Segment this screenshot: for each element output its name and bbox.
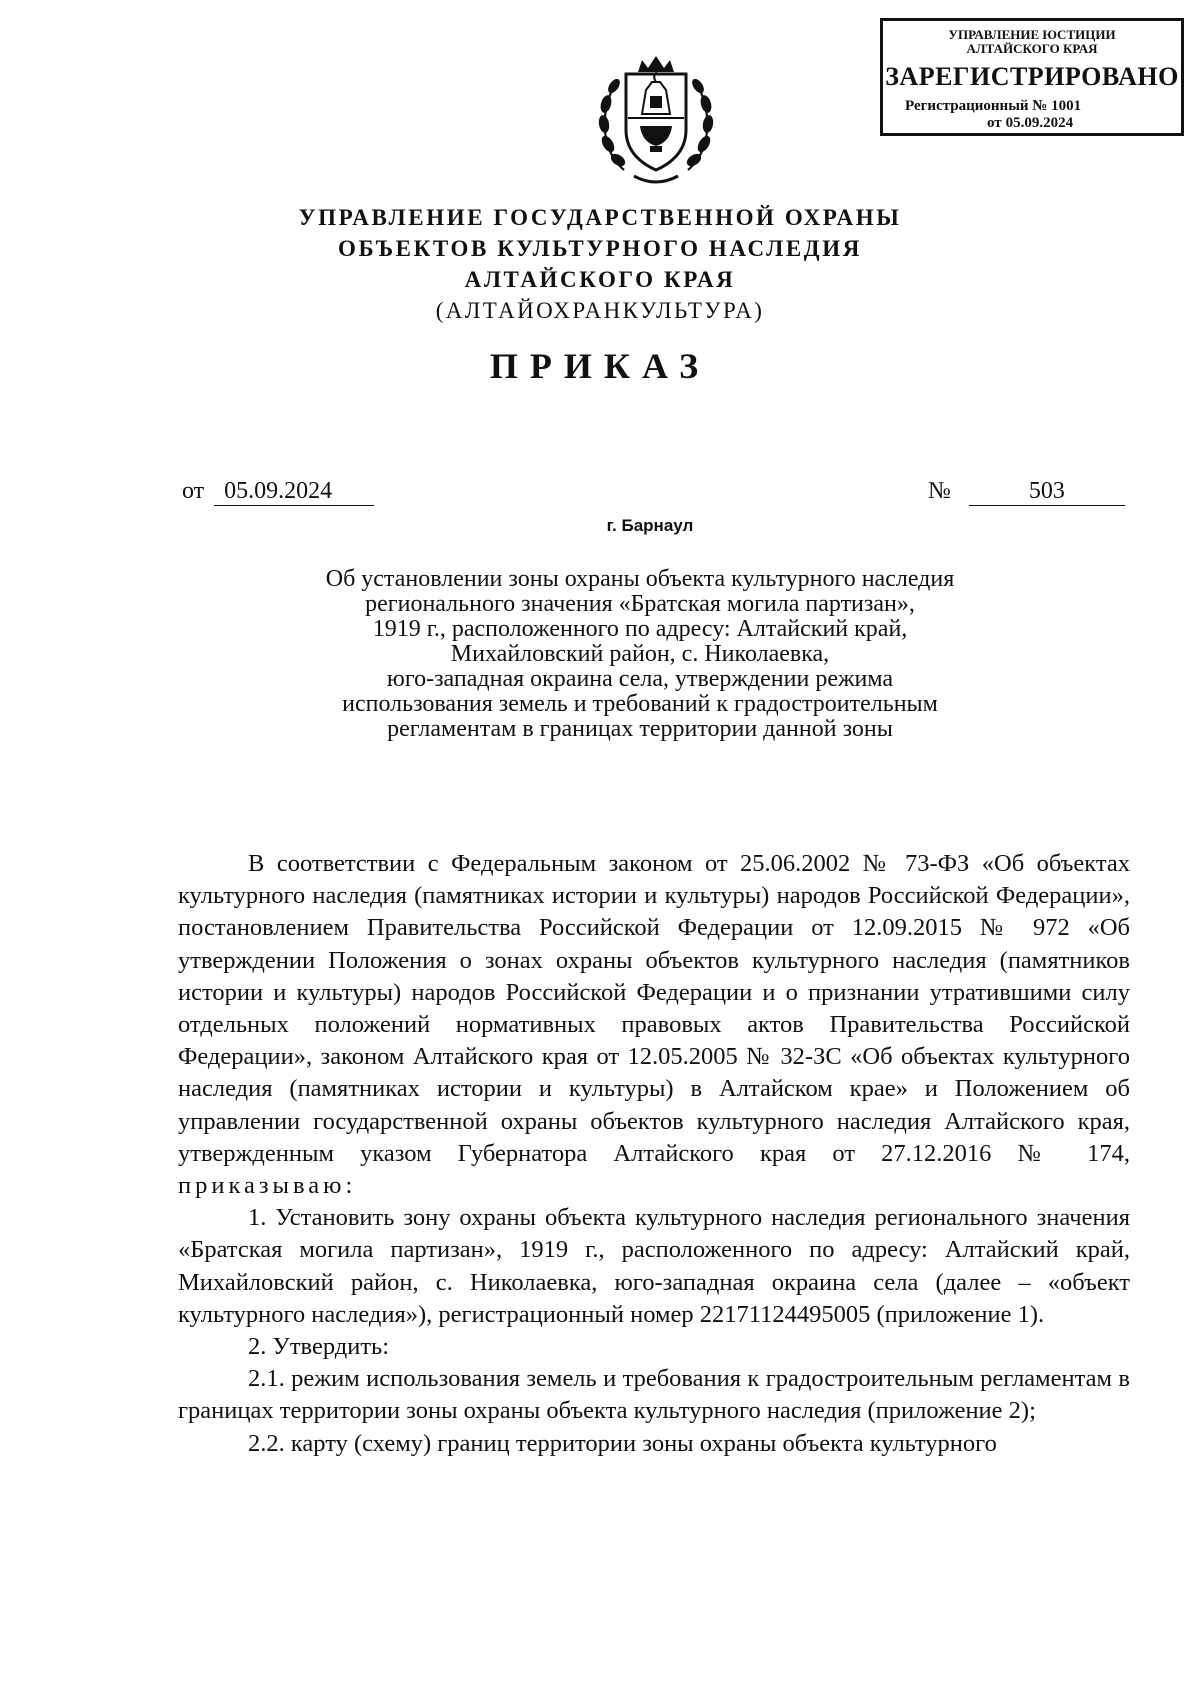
document-type-title: ПРИКАЗ [489, 346, 711, 386]
org-abbreviation: (АЛТАЙОХРАНКУЛЬТУРА) [435, 298, 765, 323]
org-name-line1: УПРАВЛЕНИЕ ГОСУДАРСТВЕННОЙ ОХРАНЫ [298, 205, 902, 230]
stamp-reg-date-row [983, 115, 1181, 131]
preamble-text: В соответствии с Федеральным законом от 25.06.2002 № 73-ФЗ «Об объектах культурного наследия (памятниках истории и культуры) народов Российской Федерации», постановлением Правительства Российской Федерации от 12.09.2015 № 972 «Об утверждении Положения о зонах охраны объектов культурного наследия (памятников истории и культуры) народов Российской Федерации и о признании утратившими силу отдельных положений нормативных правовых актов Правительства Российской Федерации», законом Алтайского края от 12.05.2005 № 32-ЗС «Об объектах культурного наследия (памятниках истории и культуры) в Алтайском крае» и Положением об управлении государственной охраны объектов культурного наследия Алтайского края, утвержденным указом Губернатора Алтайского края от 27.12.2016 № 174, [178, 850, 1130, 1167]
order-date: 05.09.2024 [214, 478, 374, 506]
item-2-1: 2.1. режим использования земель и требования к градостроительным регламентам в границах территории зоны охраны объекта культурного наследия (приложение 2); [178, 1365, 1130, 1425]
altai-krai-coat-of-arms-icon [594, 52, 718, 192]
stamp-reg-date: 05.09.2024 [1005, 115, 1074, 131]
stamp-status: ЗАРЕГИСТРИРОВАНО [885, 62, 1179, 91]
organization-header [0, 202, 1200, 326]
subject-line: Об установлении зоны охраны объекта культурного наследия [325, 566, 955, 592]
order-city: г. Барнаул [606, 516, 694, 535]
subject-line: 1919 г., расположенного по адресу: Алтайский край, [372, 616, 908, 642]
subject-line: Михайловский район, с. Николаевка, [450, 641, 830, 667]
stamp-reg-date-prefix: от [987, 115, 1002, 131]
org-name-line2: ОБЪЕКТОВ КУЛЬТУРНОГО НАСЛЕДИЯ [338, 236, 862, 261]
stamp-authority-line2: АЛТАЙСКОГО КРАЯ [966, 41, 1098, 56]
order-body [178, 848, 1130, 1460]
order-number-row [928, 478, 1125, 506]
item-2: 2. Утвердить: [248, 1333, 390, 1361]
stamp-reg-number: Регистрационный № 1001 [905, 98, 1082, 114]
order-number-label: № [928, 478, 951, 504]
item-2-2: 2.2. карту (схему) границ территории зоны охраны объекта культурного [248, 1429, 997, 1457]
preamble-paragraph [178, 848, 1130, 1202]
item-1: 1. Установить зону охраны объекта культурного наследия регионального значения «Братская могила партизан», 1919 г., расположенного по адресу: Алтайский край, Михайловский район, с. Николаевка, юго-западная окраина села (далее – «объект культурного наследия»), регистрационный номер 22171124495005 (приложение 1). [178, 1204, 1130, 1328]
order-number: 503 [969, 478, 1125, 506]
stamp-authority-line1: УПРАВЛЕНИЕ ЮСТИЦИИ [948, 27, 1116, 42]
registration-stamp [880, 18, 1184, 136]
org-name-line3: АЛТАЙСКОГО КРАЯ [464, 267, 736, 292]
order-subject [200, 567, 1080, 742]
subject-line: регионального значения «Братская могила партизан», [365, 591, 915, 617]
subject-line: юго-западная окраина села, утверждении режима [386, 666, 894, 692]
order-date-label: от [182, 478, 205, 504]
order-date-row [182, 478, 374, 506]
order-word: приказываю: [178, 1172, 357, 1200]
subject-line: регламентам в границах территории данной зоны [387, 716, 893, 742]
subject-line: использования земель и требований к градостроительным [342, 691, 938, 717]
